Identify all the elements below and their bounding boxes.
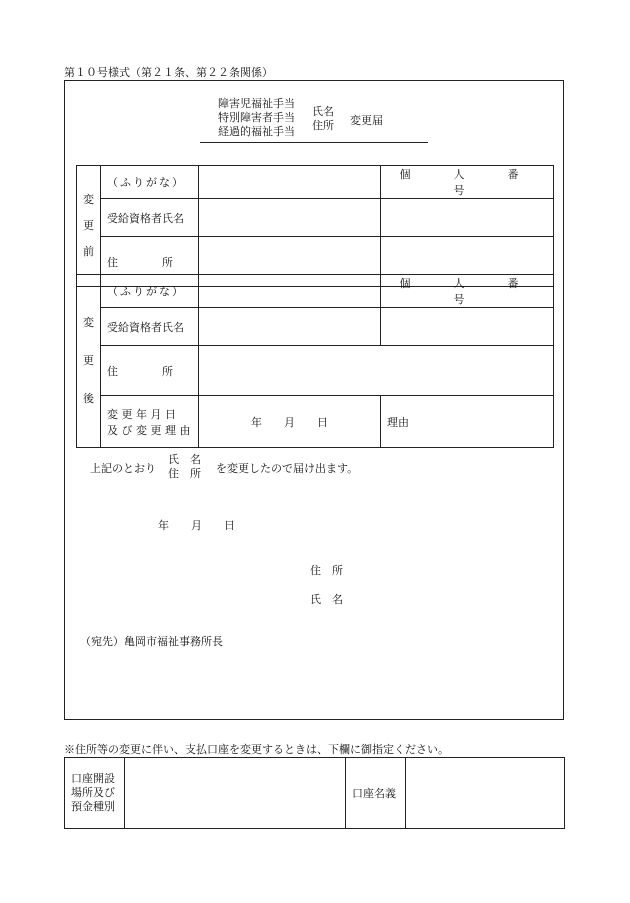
- before-name-label: 受給資格者氏名: [101, 199, 199, 237]
- before-number-field[interactable]: [381, 199, 554, 237]
- account-holder-label: 口座名義: [346, 758, 406, 829]
- before-name-field[interactable]: [199, 199, 381, 237]
- bank-note: ※住所等の変更に伴い、支払口座を変更するときは、下欄に御指定ください。: [64, 743, 449, 756]
- bank-branch-label: 口座開設 場所及び 預金種別: [65, 758, 125, 829]
- allowance-types: [218, 97, 295, 139]
- after-number-field[interactable]: [381, 308, 554, 346]
- change-date-field[interactable]: 年 月 日: [199, 396, 381, 448]
- change-date-reason-label: 変 更 年 月 日 及 び 変 更 理 由: [101, 396, 199, 448]
- form-title: 変更届: [350, 114, 383, 127]
- allowance-1: 障害児福祉手当: [218, 97, 295, 110]
- change-items: [312, 105, 334, 133]
- bank-table: [64, 757, 565, 829]
- before-address-label: 住 所: [101, 237, 199, 287]
- change-reason-field[interactable]: 理由: [381, 396, 554, 448]
- before-furigana-field[interactable]: [199, 166, 381, 199]
- after-furigana-field[interactable]: [199, 275, 381, 308]
- declaration-suffix: を変更したので届け出ます。: [216, 462, 359, 475]
- allowance-3: 経過的福祉手当: [218, 125, 295, 138]
- after-address-field[interactable]: [199, 346, 554, 396]
- change-item-address: 住所: [312, 119, 334, 132]
- addressee: （宛先）亀岡市福祉事務所長: [80, 635, 223, 648]
- after-name-label: 受給資格者氏名: [101, 308, 199, 346]
- before-table: [76, 165, 562, 287]
- signature-address-label: 住 所: [310, 564, 343, 577]
- declaration-items: [168, 453, 201, 481]
- declaration-prefix: 上記のとおり: [90, 462, 156, 475]
- after-number-header: 個 人 番 号: [381, 275, 554, 308]
- declaration-item-name: 氏 名: [168, 453, 201, 466]
- before-label: 変 更 前: [77, 166, 101, 287]
- declaration-item-address: 住 所: [168, 467, 201, 480]
- allowance-2: 特別障害者手当: [218, 111, 295, 124]
- submission-date[interactable]: 年 月 日: [158, 519, 235, 532]
- account-holder-field[interactable]: [406, 758, 565, 829]
- after-furigana-label: （ふりがな）: [101, 275, 199, 308]
- change-item-name: 氏名: [312, 105, 334, 118]
- after-address-label: 住 所: [101, 346, 199, 396]
- after-name-field[interactable]: [199, 308, 381, 346]
- form-code: 第１０号様式（第２１条、第２２条関係）: [64, 66, 273, 79]
- after-label: 変 更 後: [77, 275, 101, 448]
- title-underline: [200, 142, 428, 143]
- bank-branch-field[interactable]: [125, 758, 346, 829]
- before-furigana-label: （ふりがな）: [101, 166, 199, 199]
- after-table: [76, 274, 562, 448]
- before-number-header: 個 人 番 号: [381, 166, 554, 199]
- signature-name-label: 氏 名: [310, 593, 343, 606]
